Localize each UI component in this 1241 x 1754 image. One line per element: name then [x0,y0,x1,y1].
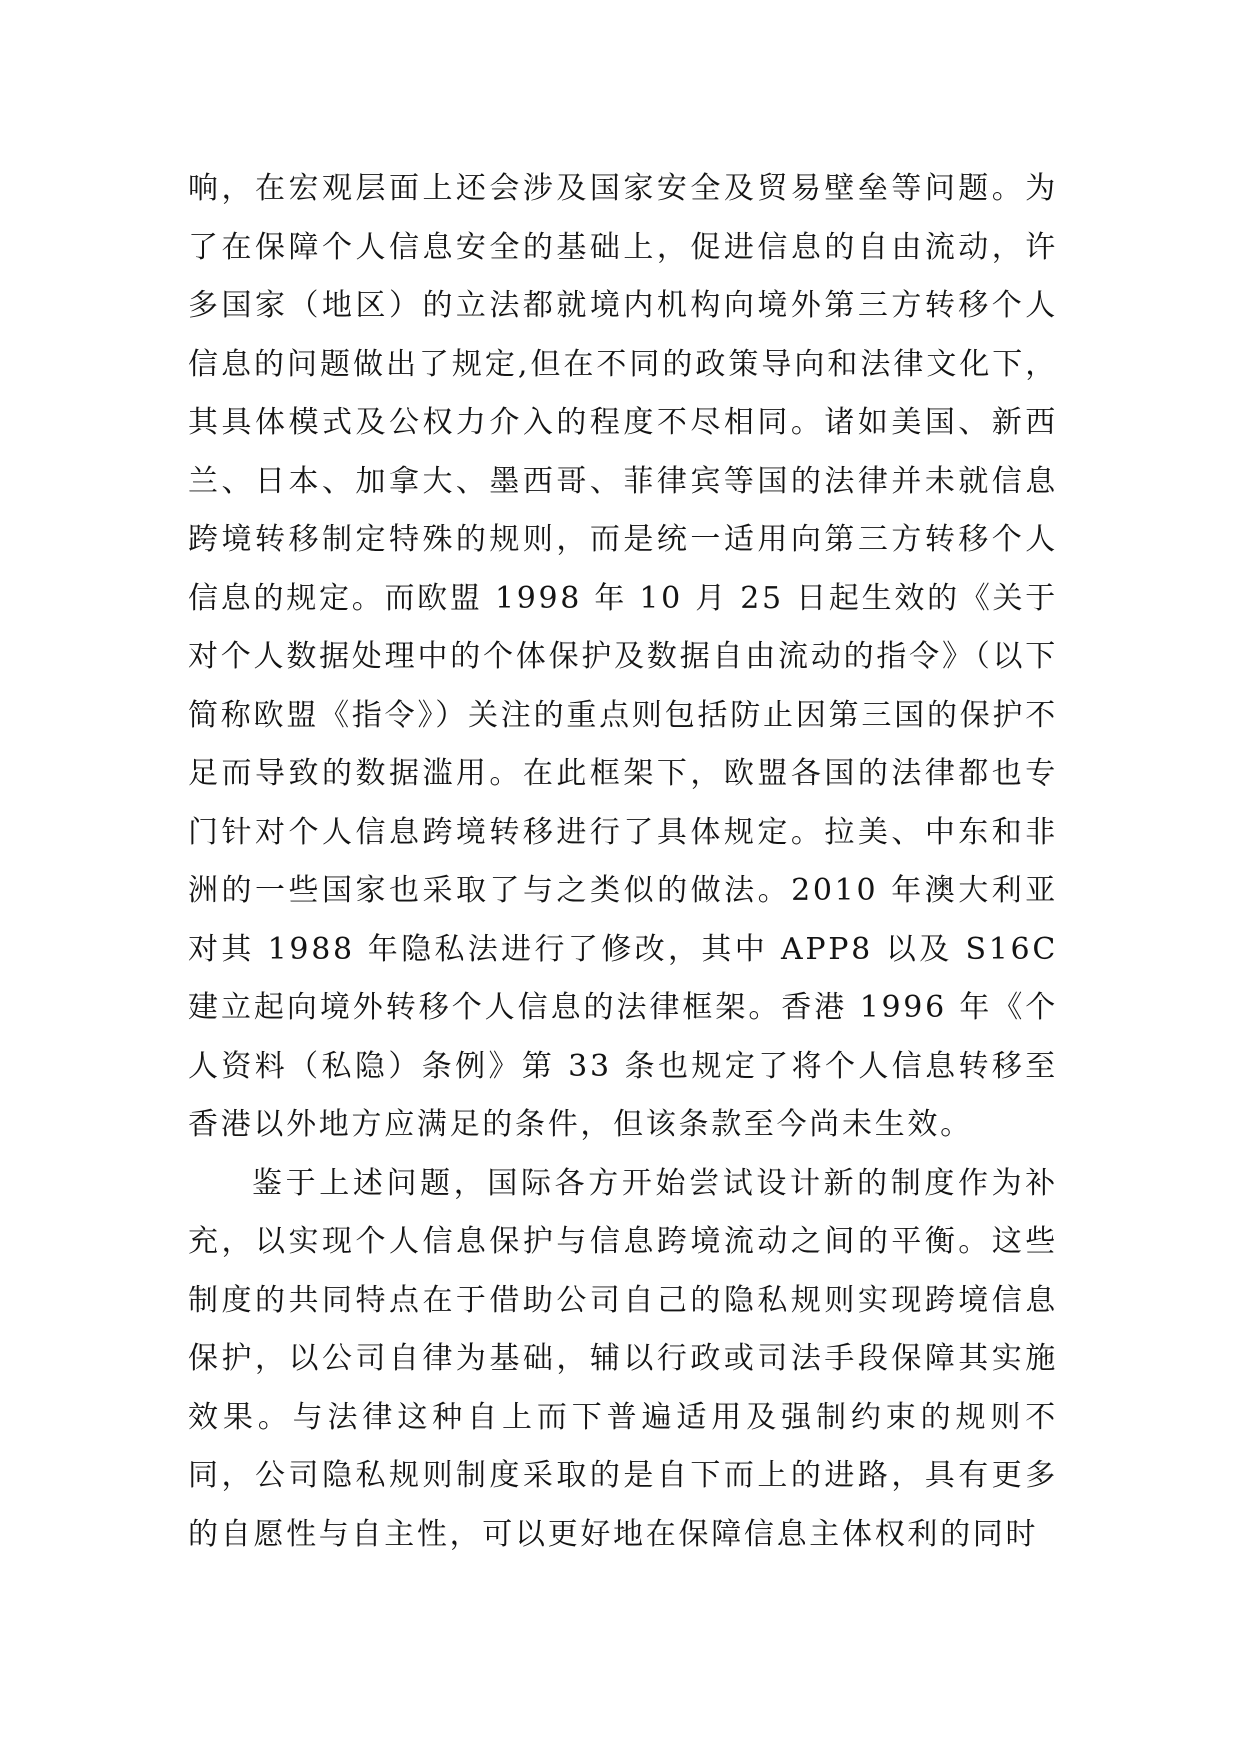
body-text [188,160,1058,1564]
paragraph-1: 响，在宏观层面上还会涉及国家安全及贸易壁垒等问题。为了在保障个人信息安全的基础上，促进信息的自由流动，许多国家（地区）的立法都就境内机构向境外第三方转移个人信息的问题做出了规定,但在不同的政策导向和法律文化下，其具体模式及公权力介入的程度不尽相同。诸如美国、新西兰、日本、加拿大、墨西哥、菲律宾等国的法律并未就信息跨境转移制定特殊的规则，而是统一适用向第三方转移个人信息的规定。而欧盟 1998 年 10 月 25 日起生效的《关于对个人数据处理中的个体保护及数据自由流动的指令》（以下简称欧盟《指令》）关注的重点则包括防止因第三国的保护不足而导致的数据滥用。在此框架下，欧盟各国的法律都也专门针对个人信息跨境转移进行了具体规定。拉美、中东和非洲的一些国家也采取了与之类似的做法。2010 年澳大利亚对其 1988 年隐私法进行了修改，其中 APP8 以及 S16C 建立起向境外转移个人信息的法律框架。香港 1996 年《个人资料（私隐）条例》第 33 条也规定了将个人信息转移至香港以外地方应满足的条件，但该条款至今尚未生效。 [188,171,1058,1142]
paragraph-2: 鉴于上述问题，国际各方开始尝试设计新的制度作为补充，以实现个人信息保护与信息跨境流动之间的平衡。这些制度的共同特点在于借助公司自己的隐私规则实现跨境信息保护，以公司自律为基础，辅以行政或司法手段保障其实施效果。与法律这种自上而下普遍适用及强制约束的规则不同，公司隐私规则制度采取的是自下而上的进路，具有更多的自愿性与自主性，可以更好地在保障信息主体权利的同时 [188,1165,1058,1552]
